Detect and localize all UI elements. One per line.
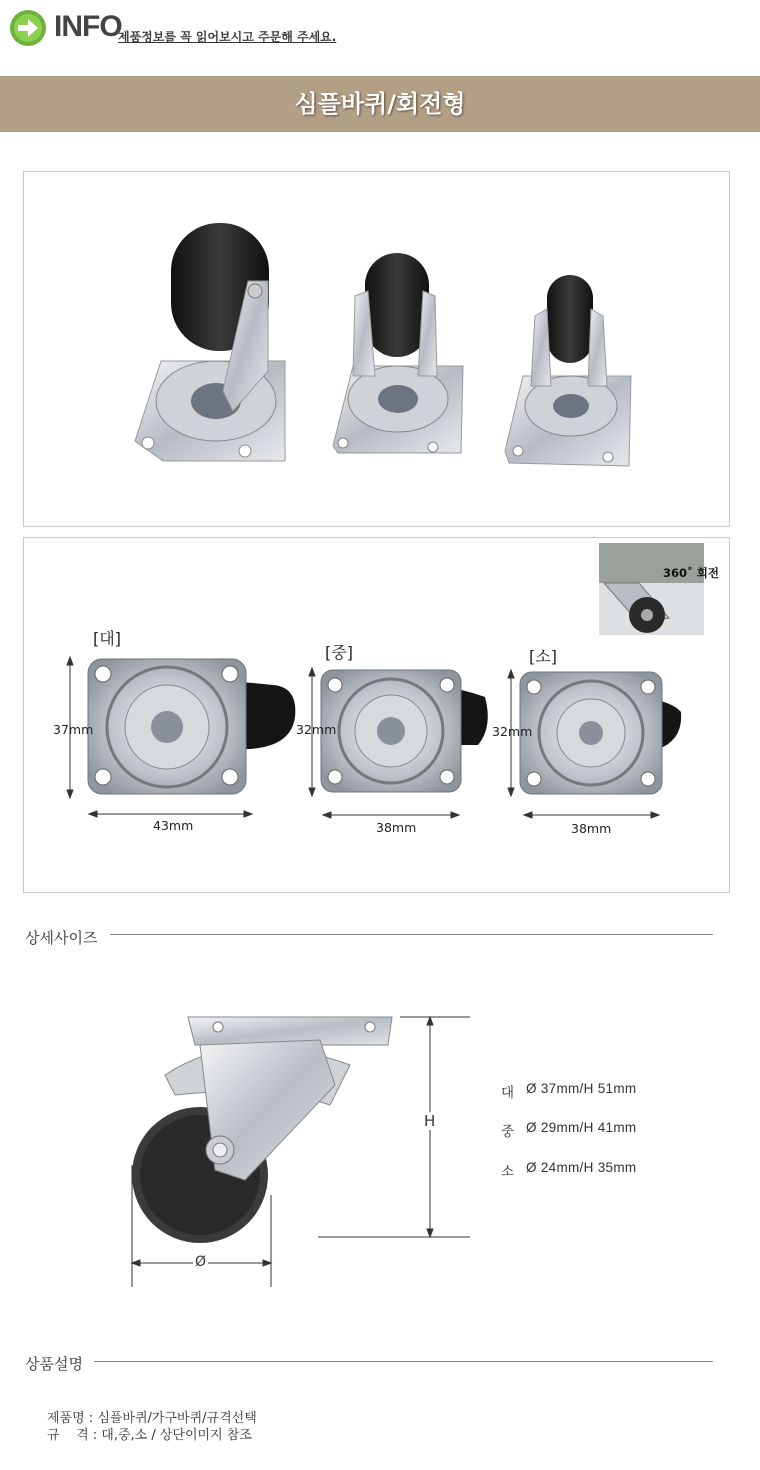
plate-small <box>520 672 681 794</box>
product-photo <box>23 171 730 527</box>
plate-medium <box>321 670 488 792</box>
desc-line-product-name: 제품명 : 심플바퀴/가구바퀴/규격선택 <box>47 1411 257 1426</box>
page-title: 심플바퀴/회전형 <box>294 90 466 118</box>
caster-large <box>135 223 285 461</box>
spec-size-large: 대 <box>501 1085 515 1100</box>
rotation-label: 360˚ 회전 <box>663 566 719 580</box>
caster-side-diagram <box>120 1005 480 1305</box>
section-title-detail-size: 상세사이즈 <box>25 929 98 947</box>
height-label-small: 32mm <box>492 724 533 739</box>
width-label-small: 38mm <box>571 821 612 836</box>
spec-size-small: 소 <box>501 1164 515 1179</box>
caster-label-large: [대] <box>93 629 121 648</box>
spec-value-large: Ø 37mm/H 51mm <box>526 1081 637 1096</box>
spec-value-medium: Ø 29mm/H 41mm <box>526 1120 637 1135</box>
spec-value-small: Ø 24mm/H 35mm <box>526 1160 637 1175</box>
info-heading: INFO <box>54 10 122 43</box>
section-divider <box>110 934 713 935</box>
section-title-product-desc: 상품설명 <box>25 1355 83 1373</box>
caster-label-small: [소] <box>529 647 557 666</box>
plate-large <box>88 659 295 794</box>
desc-line-spec: 규 격 : 대,중,소 / 상단이미지 참조 <box>47 1428 252 1443</box>
spec-size-medium: 중 <box>501 1124 515 1139</box>
height-label-medium: 32mm <box>296 722 337 737</box>
diameter-mark: Ø <box>195 1254 207 1270</box>
caster-medium <box>333 253 463 453</box>
caster-top-views <box>23 537 730 893</box>
caster-small <box>505 275 631 466</box>
width-label-medium: 38mm <box>376 820 417 835</box>
height-mark: H <box>424 1112 436 1130</box>
height-label-large: 37mm <box>53 722 94 737</box>
caster-label-medium: [중] <box>325 643 353 662</box>
width-label-large: 43mm <box>153 818 194 833</box>
arrow-right-icon <box>8 8 48 48</box>
section-divider <box>94 1361 713 1362</box>
info-note: 제품정보를 꼭 읽어보시고 주문해 주세요. <box>118 30 337 44</box>
